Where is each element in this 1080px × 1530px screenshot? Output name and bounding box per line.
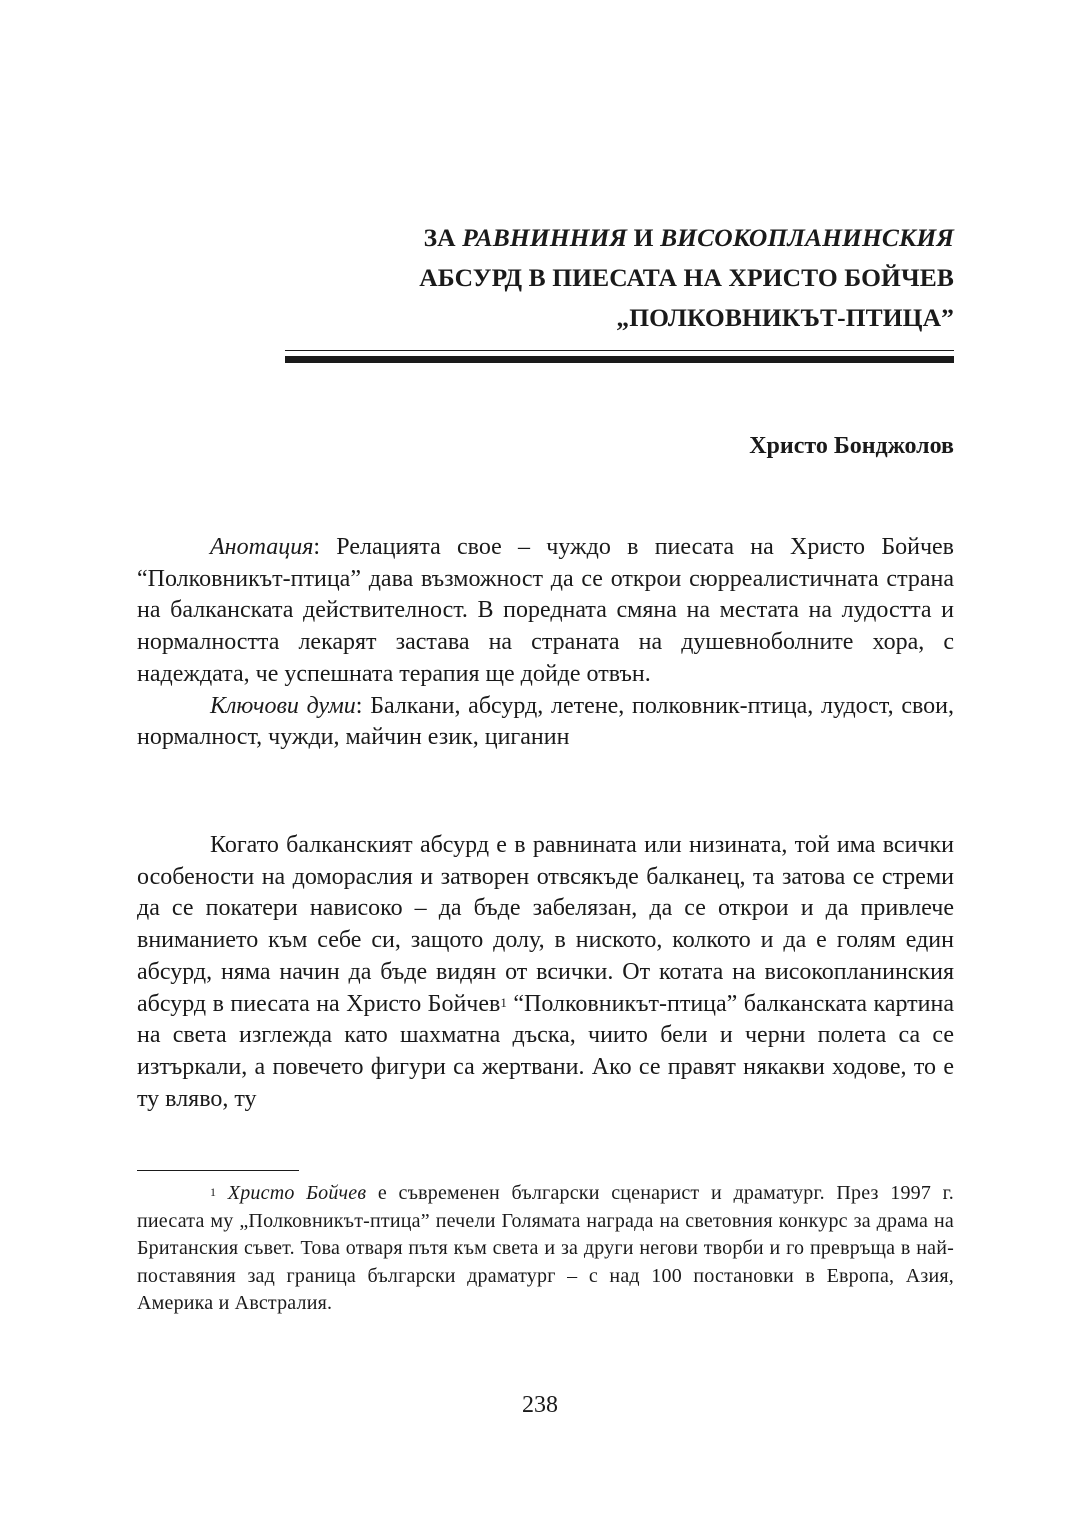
- footnote-paragraph: [137, 1180, 954, 1318]
- title-line-2: АБСУРД В ПИЕСАТА НА ХРИСТО БОЙЧЕВ: [419, 263, 954, 292]
- title-line-1: [254, 218, 954, 258]
- author-name: Христо Бонджолов: [749, 433, 954, 459]
- annotation-text: : Релацията свое – чуждо в пиесата на Христо Бойчев “Полковникът-птица” дава възможност да се открои сюрреалистичната страна на балканската действителност. В поредната смяна на местата на лудостта и нормалността лекарят застава на страната на душевноболните хора, с надеждата, че успешната терапия ще дойде отвън.: [137, 534, 954, 687]
- body-text: [137, 830, 954, 1115]
- annotation-paragraph: [137, 532, 954, 691]
- title-word-i: И: [627, 223, 661, 252]
- body-text-part-1: Когато балканският абсурд е в равнината или низината, той има всички особености на домораслия и затворен отвсякъде балканец, та затова се стреми да се покатери нависоко – да бъде забелязан, да се открои и да привлече вниманието към себе си, защото долу, в ниското, колкото и да е голям един абсурд, няма начин да бъде видян от всички. От котата на високопланинския абсурд в пиесата на Христо Бойчев: [137, 832, 954, 1017]
- body-text-part-2: “Полковникът-птица” балканската картина на света изглежда като шахматна дъска, чиито бели и черни полета са се изтъркали, а повечето фигури са жертвани. Ако се правят някакви ходове, то е ту вляво, ту: [137, 990, 954, 1112]
- footnote-separator: [137, 1170, 299, 1171]
- title-word-za: ЗА: [423, 223, 463, 252]
- keywords-label: Ключови думи: [210, 692, 356, 719]
- title-word-ravninniya: РАВНИННИЯ: [462, 223, 628, 252]
- footnote-reference[interactable]: 1: [500, 994, 507, 1010]
- abstract: [137, 532, 954, 754]
- title-rule-thick: [285, 356, 954, 363]
- annotation-label: Анотация: [210, 534, 314, 560]
- title-word-visokoplaninskiya: ВИСОКОПЛАНИНСКИЯ: [660, 223, 954, 252]
- keywords-text: : Балкани, абсурд, летене, полковник-птица, лудост, свои, нормалност, чужди, майчин език, циганин: [137, 692, 954, 751]
- title-rule-thin: [285, 350, 954, 351]
- footnote-text: е съвременен български сценарист и драматург. През 1997 г. пиесата му „Полковникът-птица” печели Голямата награда на световния конкурс за драма на Британския съвет. Това отваря пътя към света и за други негови творби и го превръща в най-поставяния зад граница български драматург – с над 100 постановки в Европа, Азия, Америка и Австралия.: [137, 1182, 954, 1314]
- footnote: [137, 1180, 954, 1318]
- body-paragraph: [137, 830, 954, 1115]
- footnote-name: Христо Бойчев: [227, 1182, 367, 1204]
- title-line-3: „ПОЛКОВНИКЪТ-ПТИЦА”: [616, 303, 954, 332]
- page-number: 238: [522, 1392, 558, 1418]
- footnote-number: 1: [210, 1185, 217, 1199]
- keywords-paragraph: [137, 691, 954, 754]
- article-title: [254, 218, 954, 338]
